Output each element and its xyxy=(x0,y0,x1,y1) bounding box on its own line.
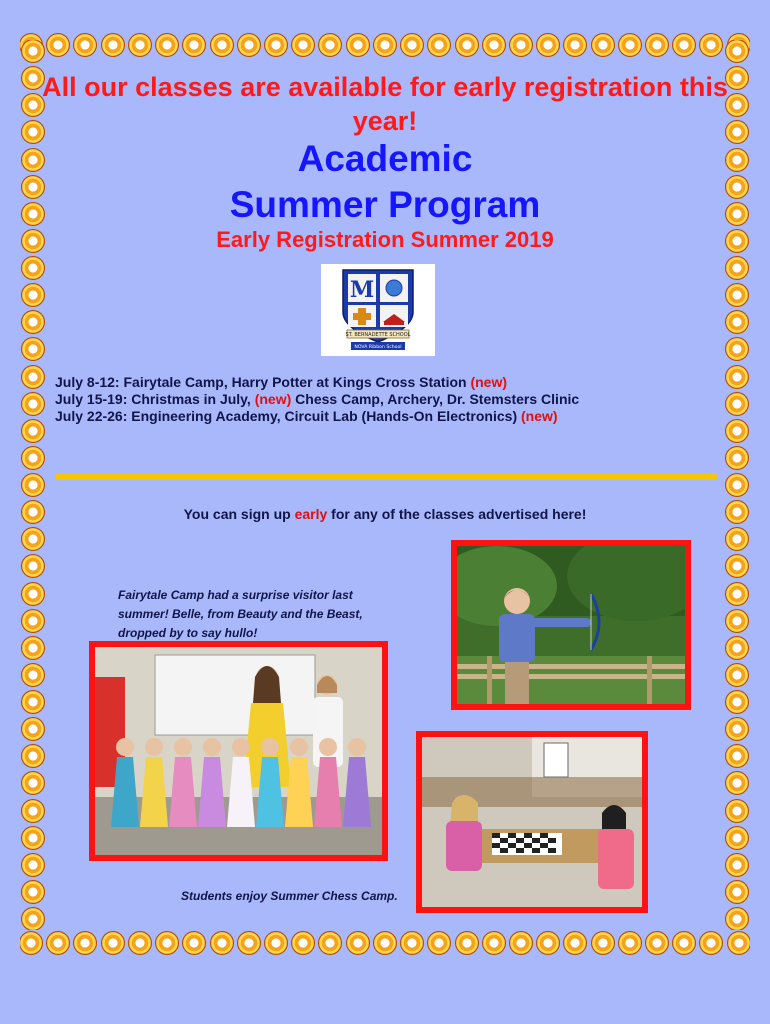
sun-icon xyxy=(347,34,369,56)
chess-caption: Students enjoy Summer Chess Camp. xyxy=(181,889,398,903)
sun-icon xyxy=(183,34,205,56)
sun-icon xyxy=(374,932,396,954)
sun-icon xyxy=(510,932,532,954)
sun-icon xyxy=(22,40,44,62)
sun-icon xyxy=(726,555,748,577)
sun-icon xyxy=(129,932,151,954)
sun-icon xyxy=(22,338,44,360)
sun-icon xyxy=(22,528,44,550)
sun-icon xyxy=(129,34,151,56)
sun-icon xyxy=(319,932,341,954)
sun-icon xyxy=(726,637,748,659)
sun-icon xyxy=(700,932,722,954)
sun-icon xyxy=(102,932,124,954)
schedule-line-1: July 8-12: Fairytale Camp, Harry Potter at Kings Cross Station (new) xyxy=(55,374,508,390)
sun-icon xyxy=(483,34,505,56)
yellow-divider xyxy=(55,473,717,480)
svg-text:NOVA Ribbon School: NOVA Ribbon School xyxy=(354,345,402,350)
sun-icon xyxy=(726,447,748,469)
sun-icon xyxy=(22,284,44,306)
child-figure xyxy=(261,738,279,756)
sun-icon xyxy=(22,637,44,659)
child-figure xyxy=(290,738,308,756)
sun-icon xyxy=(564,34,586,56)
child-figure xyxy=(319,738,337,756)
child-figure xyxy=(174,738,192,756)
fairytale-caption: Fairytale Camp had a surprise visitor last summer! Belle, from Beauty and the Beast, dropped by to say hullo! xyxy=(118,588,363,640)
sun-icon xyxy=(22,555,44,577)
sun-icon xyxy=(374,34,396,56)
sun-icon xyxy=(726,284,748,306)
school-logo xyxy=(321,264,435,356)
sun-icon xyxy=(726,528,748,550)
program-title-line1: Academic xyxy=(297,138,473,179)
sun-border-bottom xyxy=(20,930,750,956)
sun-icon xyxy=(646,932,668,954)
sun-icon xyxy=(292,932,314,954)
sun-icon xyxy=(456,34,478,56)
sun-icon xyxy=(22,854,44,876)
sun-icon xyxy=(510,34,532,56)
sun-icon xyxy=(673,34,695,56)
sun-icon xyxy=(319,34,341,56)
sun-icon xyxy=(726,800,748,822)
school-crest-icon xyxy=(321,264,435,356)
new-badge: (new) xyxy=(254,391,292,407)
sun-icon xyxy=(537,34,559,56)
sun-icon xyxy=(726,40,748,62)
child-figure xyxy=(348,738,366,756)
sun-icon xyxy=(726,772,748,794)
sun-icon xyxy=(22,474,44,496)
sun-icon xyxy=(238,932,260,954)
child-figure xyxy=(116,738,134,756)
sun-border-top xyxy=(20,32,750,58)
sun-icon xyxy=(238,34,260,56)
sun-icon xyxy=(47,932,69,954)
sun-icon xyxy=(347,932,369,954)
sun-icon xyxy=(292,34,314,56)
sun-icon xyxy=(22,718,44,740)
sun-icon xyxy=(74,34,96,56)
sun-icon xyxy=(726,257,748,279)
sun-icon xyxy=(592,932,614,954)
sun-icon xyxy=(619,932,641,954)
sun-icon xyxy=(22,691,44,713)
sun-icon xyxy=(728,932,750,954)
sun-icon xyxy=(726,745,748,767)
schedule-line-2: July 15-19: Christmas in July, (new) Chess Camp, Archery, Dr. Stemsters Clinic xyxy=(55,391,580,407)
sun-icon xyxy=(265,932,287,954)
sun-icon xyxy=(726,583,748,605)
sun-icon xyxy=(428,932,450,954)
sun-icon xyxy=(211,932,233,954)
sun-icon xyxy=(22,393,44,415)
schedule-list xyxy=(55,374,735,425)
sun-icon xyxy=(22,366,44,388)
sun-icon xyxy=(726,854,748,876)
sun-icon xyxy=(619,34,641,56)
sun-icon xyxy=(726,664,748,686)
sun-icon xyxy=(102,34,124,56)
fairytale-camp-photo xyxy=(89,641,388,861)
sun-icon xyxy=(401,34,423,56)
sun-icon xyxy=(726,908,748,930)
sun-icon xyxy=(726,338,748,360)
headline: All our classes are available for early registration this year! xyxy=(42,72,728,136)
new-badge: (new) xyxy=(521,408,558,424)
sun-icon xyxy=(47,34,69,56)
sun-icon xyxy=(726,827,748,849)
sun-icon xyxy=(726,474,748,496)
sun-icon xyxy=(726,691,748,713)
archery-photo xyxy=(451,540,691,710)
sun-icon xyxy=(22,447,44,469)
child-figure xyxy=(145,738,163,756)
sun-icon xyxy=(265,34,287,56)
sun-icon xyxy=(22,827,44,849)
sun-icon xyxy=(592,34,614,56)
sun-icon xyxy=(22,800,44,822)
sun-icon xyxy=(673,932,695,954)
sun-icon xyxy=(22,881,44,903)
new-badge: (new) xyxy=(470,374,508,390)
child-figure xyxy=(232,738,250,756)
sun-icon xyxy=(564,932,586,954)
sun-icon xyxy=(537,932,559,954)
sun-icon xyxy=(74,932,96,954)
child-figure xyxy=(203,738,221,756)
sun-icon xyxy=(20,932,42,954)
sun-icon xyxy=(428,34,450,56)
sun-icon xyxy=(22,257,44,279)
sun-icon xyxy=(156,34,178,56)
svg-text:ST. BERNADETTE SCHOOL: ST. BERNADETTE SCHOOL xyxy=(345,332,411,338)
sun-icon xyxy=(726,718,748,740)
sun-icon xyxy=(401,932,423,954)
sun-icon xyxy=(646,34,668,56)
sun-icon xyxy=(22,772,44,794)
sun-icon xyxy=(22,664,44,686)
sun-icon xyxy=(726,311,748,333)
sun-icon xyxy=(22,311,44,333)
signup-message: You can sign up early for any of the classes advertised here! xyxy=(183,506,587,522)
sun-icon xyxy=(156,932,178,954)
schedule-line-3: July 22-26: Engineering Academy, Circuit Lab (Hands-On Electronics) (new) xyxy=(55,408,558,424)
sun-icon xyxy=(22,583,44,605)
sun-icon xyxy=(726,610,748,632)
early-registration-subtitle: Early Registration Summer 2019 xyxy=(216,227,554,252)
svg-text:M: M xyxy=(349,277,375,303)
sun-icon xyxy=(22,420,44,442)
sun-icon xyxy=(183,932,205,954)
sun-icon xyxy=(211,34,233,56)
chess-camp-photo xyxy=(416,731,648,913)
sun-icon xyxy=(22,610,44,632)
sun-icon xyxy=(483,932,505,954)
sun-icon xyxy=(22,745,44,767)
program-title-line2: Summer Program xyxy=(229,184,541,225)
sun-icon xyxy=(456,932,478,954)
sun-icon xyxy=(700,34,722,56)
sun-icon xyxy=(726,881,748,903)
sun-icon xyxy=(22,908,44,930)
